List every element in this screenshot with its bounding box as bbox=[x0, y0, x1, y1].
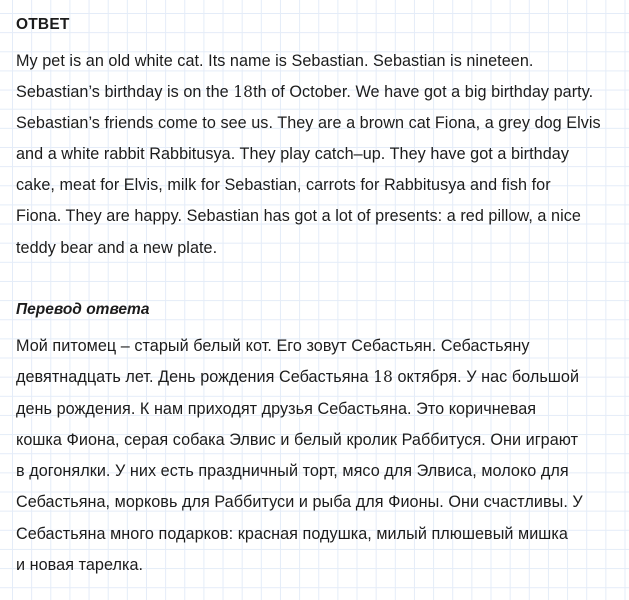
translation-line: Себастьяна много подарков: красная подушка, милый плюшевый мишка bbox=[16, 524, 568, 543]
answer-line: Fiona. They are happy. Sebastian has got a lot of presents: a red pillow, a nice bbox=[16, 207, 581, 226]
translation-line: кошка Фиона, серая собака Элвис и белый кролик Раббитуся. Они играют bbox=[16, 430, 579, 449]
translation-line-text: девятнадцать лет. День рождения Себастьяна bbox=[16, 368, 374, 387]
answer-line-text: Sebastian’s birthday is on the bbox=[16, 83, 234, 102]
translation-line bbox=[16, 362, 583, 393]
answer-line: My pet is an old white cat. Its name is Sebastian. Sebastian is nineteen. bbox=[16, 52, 534, 70]
date-number: 18 bbox=[373, 368, 393, 387]
answer-line: and a white rabbit Rabbitusya. They play catch–up. They have got a birthday bbox=[16, 145, 569, 164]
translation-heading: Перевод ответа bbox=[16, 301, 150, 318]
translation-paragraph bbox=[16, 331, 583, 581]
translation-line: день рождения. К нам приходят друзья Себастьяна. Это коричневая bbox=[16, 399, 537, 418]
translation-line: Себастьяна, морковь для Раббитуси и рыба для Фионы. Они счастливы. У bbox=[16, 493, 583, 512]
answer-line: cake, meat for Elvis, milk for Sebastian, carrots for Rabbitusya and fish for bbox=[16, 176, 551, 195]
translation-line-text: октября. У нас большой bbox=[392, 368, 580, 387]
translation-line: Мой питомец – старый белый кот. Его зовут Себастьян. Себастьяну bbox=[16, 337, 530, 355]
answer-line bbox=[16, 77, 601, 108]
answer-line: teddy bear and a new plate. bbox=[16, 238, 218, 257]
answer-heading: ОТВЕТ bbox=[16, 16, 70, 33]
answer-line: Sebastian’s friends come to see us. They are a brown cat Fiona, a grey dog Elvis bbox=[16, 114, 601, 133]
answer-line-text: th of October. We have got a big birthday party. bbox=[253, 83, 594, 102]
answer-paragraph bbox=[16, 46, 601, 264]
translation-line: и новая тарелка. bbox=[16, 556, 144, 575]
date-number: 18 bbox=[233, 83, 254, 102]
translation-line: в догонялки. У них есть праздничный торт, мясо для Элвиса, молоко для bbox=[16, 462, 569, 481]
